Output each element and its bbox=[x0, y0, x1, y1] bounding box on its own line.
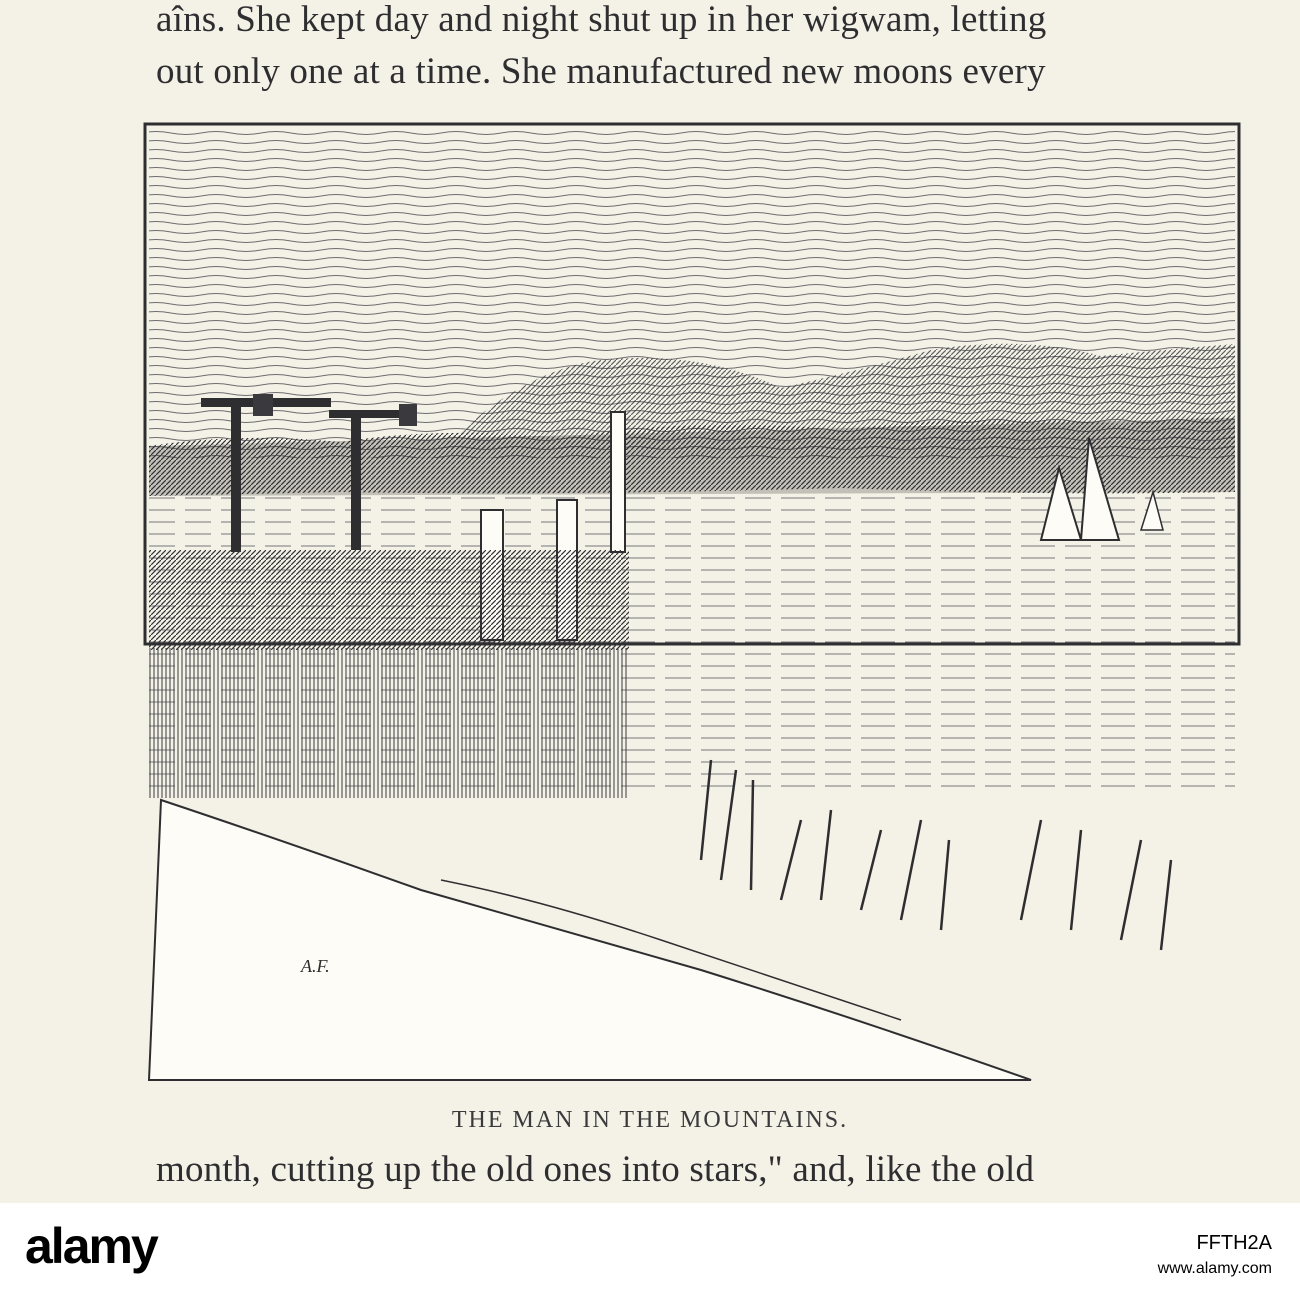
watermark-bar bbox=[0, 1203, 1300, 1291]
site-url: www.alamy.com bbox=[1157, 1260, 1272, 1277]
illustration-caption: THE MAN IN THE MOUNTAINS. bbox=[451, 1107, 849, 1133]
body-text-line-1: aîns. She kept day and night shut up in her wigwam, letting bbox=[156, 0, 1047, 40]
image-id: FFTH2A bbox=[1196, 1232, 1272, 1254]
alamy-logo: alamy bbox=[25, 1218, 157, 1274]
body-text-line-2: out only one at a time. She manufactured new moons every bbox=[156, 51, 1046, 92]
engraver-signature: A.F. bbox=[301, 956, 330, 976]
body-text-line-3: month, cutting up the old ones into stars," and, like the old bbox=[156, 1149, 1035, 1190]
engraving-illustration bbox=[141, 120, 1241, 1095]
